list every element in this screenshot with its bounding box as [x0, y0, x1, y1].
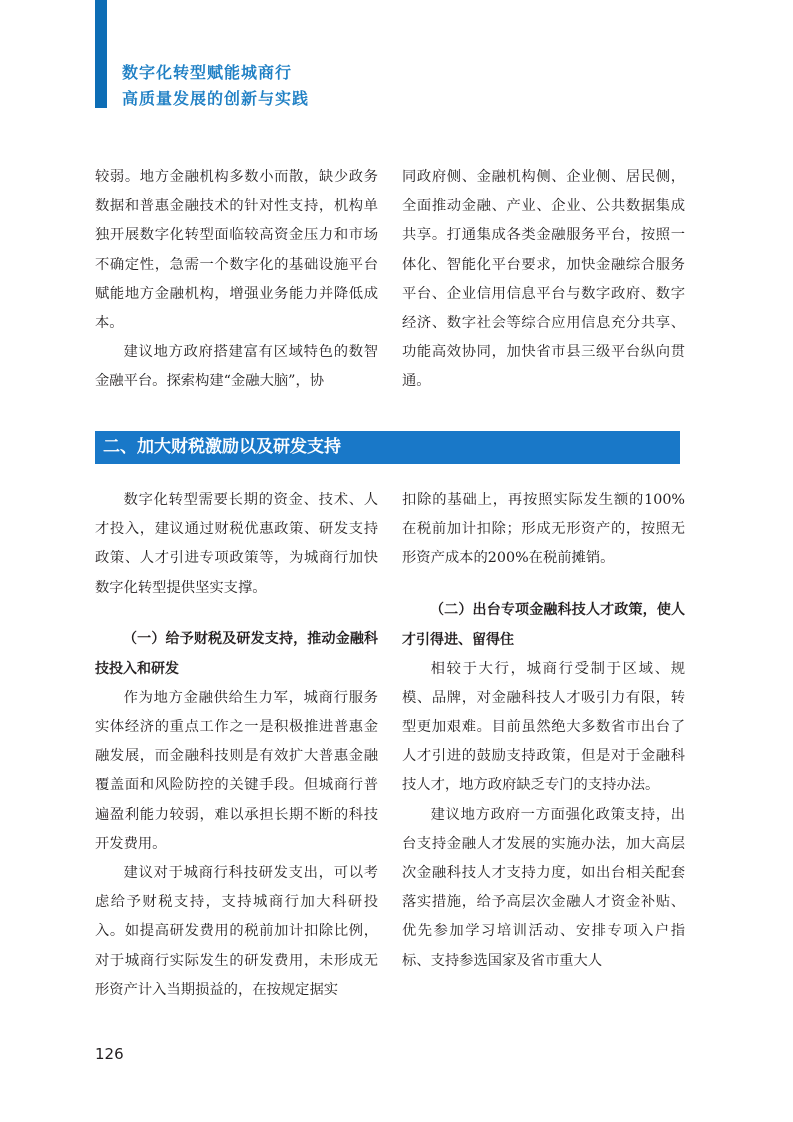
paragraph: 扣除的基础上，再按照实际发生额的100%在税前加计扣除；形成无形资产的，按照无形资产成本的200%在税前摊销。 [402, 492, 685, 567]
paragraph: 较弱。地方金融机构多数小而散，缺少政务数据和普惠金融技术的针对性支持，机构单独开展数字化转型面临较高资金压力和市场不确定性，急需一个数字化的基础设施平台赋能地方金融机构，增强业务能力并降低成本。 [95, 169, 378, 332]
paragraph: 相较于大行，城商行受制于区域、规模、品牌，对金融科技人才吸引力有限，转型更加艰难。目前虽然绝大多数省市出台了人才引进的鼓励支持政策，但是对于金融科技人才，地方政府缺乏专门的支持办法。 [402, 660, 685, 794]
paragraph: 数字化转型需要长期的资金、技术、人才投入，建议通过财税优惠政策、研发支持政策、人才引进专项政策等，为城商行加快数字化转型提供坚实支撑。 [95, 492, 378, 596]
subsection-title-2: （二）出台专项金融科技人才政策，使人才引得进、留得住 [402, 601, 685, 648]
section-left-column [95, 486, 378, 1005]
page-number: 126 [95, 1045, 124, 1063]
paragraph: 建议对于城商行科技研发支出，可以考虑给予财税支持，支持城商行加大科研投入。如提高研发费用的税前加计扣除比例，对于城商行实际发生的研发费用，未形成无形资产计入当期损益的，在按规定据实 [95, 865, 378, 998]
book-title-line-2: 高质量发展的创新与实践 [122, 89, 310, 108]
top-left-column [95, 163, 378, 397]
paragraph: 作为地方金融供给生力军，城商行服务实体经济的重点工作之一是积极推进普惠金融发展，而金融科技则是有效扩大普惠金融覆盖面和风险防控的关键手段。但城商行普遍盈利能力较弱，难以承担长期不断的科技开发费用。 [95, 689, 378, 852]
section-heading: 二、加大财税激励以及研发支持 [95, 431, 680, 464]
paragraph: 建议地方政府一方面强化政策支持，出台支持金融人才发展的实施办法，加大高层次金融科技人才支持力度，如出台相关配套落实措施，给予高层次金融人才资金补贴、优先参加学习培训活动、安排专项入户指标、支持参选国家及省市重大人 [402, 806, 685, 969]
header-accent-bar [95, 0, 107, 108]
book-title [122, 60, 309, 112]
paragraph: 同政府侧、金融机构侧、企业侧、居民侧，全面推动金融、产业、企业、公共数据集成共享。打通集成各类金融服务平台，按照一体化、智能化平台要求，加快金融综合服务平台、企业信用信息平台与数字政府、数字经济、数字社会等综合应用信息充分共享、功能高效协同，加快省市县三级平台纵向贯通。 [402, 169, 685, 390]
section-right-column [402, 486, 685, 976]
paragraph: 建议地方政府搭建富有区域特色的数智金融平台。探索构建“金融大脑”，协 [95, 344, 378, 390]
subsection-title-1: （一）给予财税及研发支持，推动金融科技投入和研发 [95, 630, 378, 677]
book-title-line-1: 数字化转型赋能城商行 [122, 63, 293, 82]
top-right-column [402, 163, 685, 397]
